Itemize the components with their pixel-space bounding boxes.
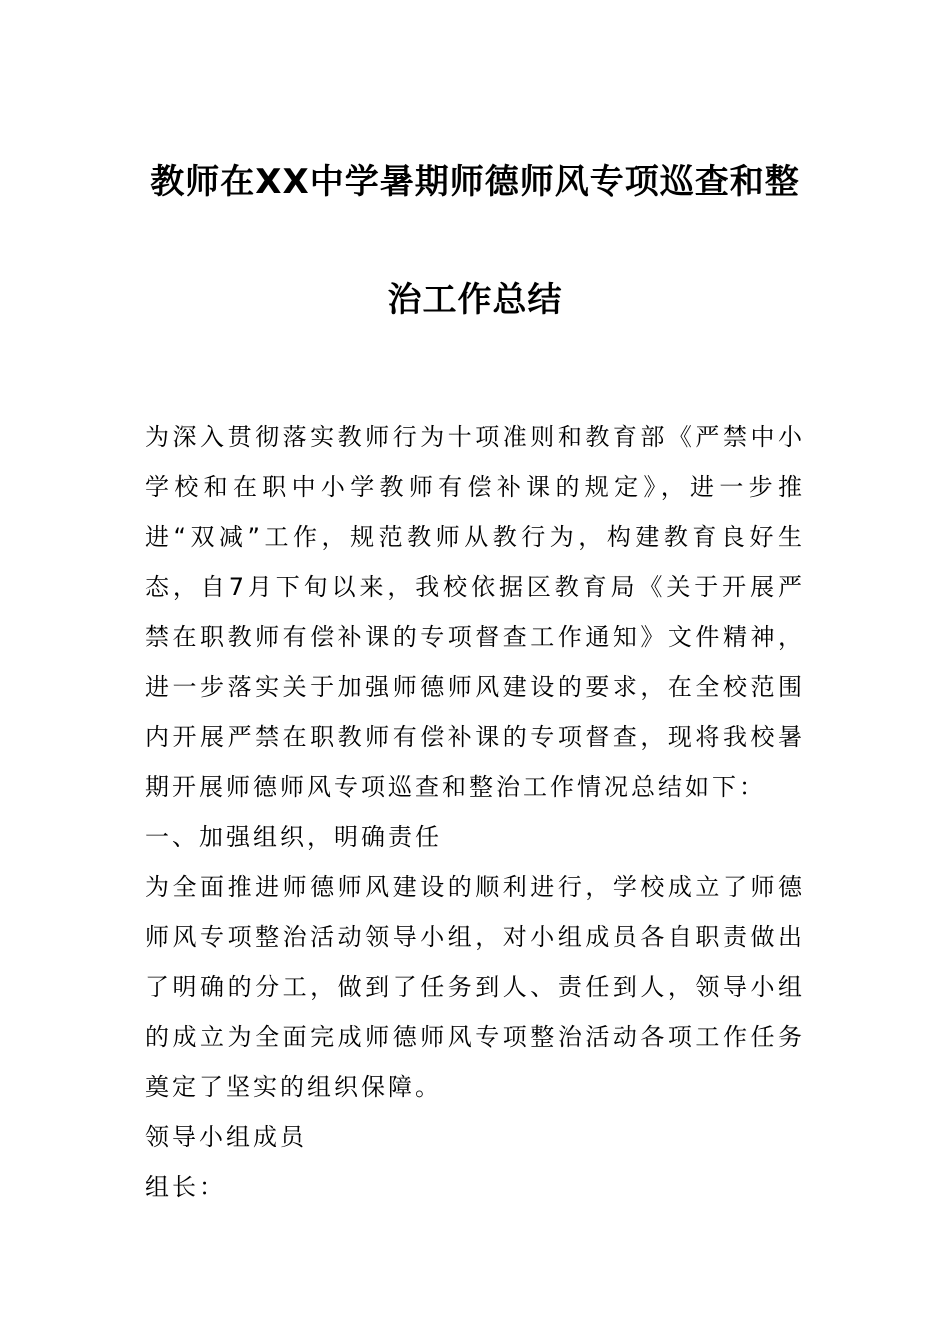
section-heading: 一、加强组织，明确责任 xyxy=(145,823,442,851)
document-title-line-2: 治工作总结 xyxy=(387,280,563,320)
group-leader-label: 组长： xyxy=(145,1173,226,1201)
intro-paragraph: 为深入贯彻落实教师行为十项准则和教育部《严禁中小学校和在职中小学教师有偿补课的规定》，进一步推进“双减”工作，规范教师从教行为，构建教育良好生态，自7月下旬以来，我校依据区教育局《关于开展严禁在职教师有偿补课的专项督查工作通知》文件精神，进一步落实关于加强师德师风建设的要求，在全校范围内开展严禁在职教师有偿补课的专项督查，现将我校暑期开展师德师风专项巡查和整治工作情况总结如下： xyxy=(145,423,805,801)
organization-paragraph: 为全面推进师德师风建设的顺利进行，学校成立了师德师风专项整治活动领导小组，对小组成员各自职责做出了明确的分工，做到了任务到人、责任到人，领导小组的成立为全面完成师德师风专项整治活动各项工作任务奠定了坚实的组织保障。 xyxy=(145,873,805,1101)
document-title-line-1: 教师在XX中学暑期师德师风专项巡查和整 xyxy=(150,162,800,202)
document-body xyxy=(145,412,805,1212)
group-members-label: 领导小组成员 xyxy=(145,1123,307,1151)
